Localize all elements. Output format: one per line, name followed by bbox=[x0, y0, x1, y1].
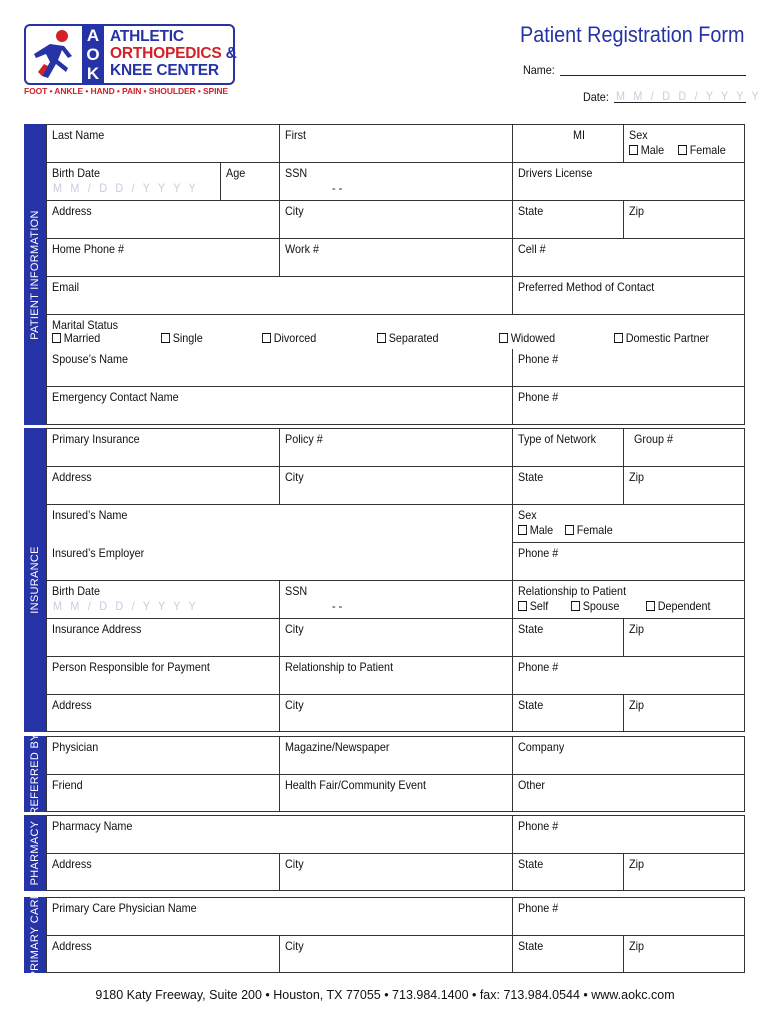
relationship-self-checkbox[interactable]: Self bbox=[518, 599, 548, 613]
city-field[interactable]: City bbox=[280, 201, 513, 239]
footer-contact-info: 9180 Katy Freeway, Suite 200 • Houston, TX 77055 • 713.984.1400 • fax: 713.984.0544 • www.aokc.com bbox=[95, 988, 675, 1002]
section-patient-information: PATIENT INFORMATION bbox=[24, 124, 46, 425]
name-input-line[interactable] bbox=[560, 75, 746, 76]
pharmacy-city-field[interactable]: City bbox=[280, 854, 513, 890]
insured-sex-field: Sex Male Female bbox=[513, 505, 744, 543]
mi-field[interactable]: MI bbox=[513, 125, 624, 163]
birth-date-placeholder: M M / D D / Y Y Y Y bbox=[53, 181, 199, 195]
date-placeholder: M M / D D / Y Y Y Y bbox=[616, 89, 762, 103]
ssn-separators: - - bbox=[332, 181, 343, 195]
referred-other-field[interactable]: Other bbox=[518, 778, 546, 792]
marital-status-field: Marital Status Married Single Divorced Separated Widowed Domestic Partner bbox=[52, 318, 710, 345]
pharmacy-zip-field[interactable]: Zip bbox=[629, 857, 645, 871]
person-responsible-field[interactable]: Person Responsible for Payment bbox=[47, 657, 280, 695]
policy-field[interactable]: Policy # bbox=[280, 429, 513, 467]
section-referred-by: REFERRED BY bbox=[24, 736, 46, 812]
insurance-company-address-field[interactable]: Insurance Address bbox=[47, 619, 280, 657]
sex-field: Sex Male Female bbox=[624, 125, 744, 163]
insured-employer-phone-field[interactable]: Phone # bbox=[513, 543, 744, 581]
group-field[interactable]: Group # bbox=[624, 429, 744, 467]
referred-magazine-field[interactable]: Magazine/Newspaper bbox=[280, 737, 513, 775]
pharmacy-state-field[interactable]: State bbox=[513, 854, 624, 890]
insured-name-field[interactable]: Insured’s Name bbox=[47, 505, 513, 543]
insurance-company-city-field[interactable]: City bbox=[280, 619, 513, 657]
age-field[interactable]: Age bbox=[221, 163, 280, 201]
insurance-grid bbox=[46, 428, 745, 732]
responsible-state-field[interactable]: State bbox=[513, 695, 624, 731]
married-checkbox[interactable]: Married bbox=[52, 331, 100, 345]
pharmacy-grid bbox=[46, 815, 745, 891]
sex-female-checkbox[interactable]: Female bbox=[678, 143, 726, 157]
spouse-name-field[interactable]: Spouse’s Name bbox=[47, 349, 513, 387]
insurance-company-state-field[interactable]: State bbox=[513, 619, 624, 657]
relationship-spouse-checkbox[interactable]: Spouse bbox=[571, 599, 619, 613]
home-phone-field[interactable]: Home Phone # bbox=[47, 239, 280, 277]
primary-care-city-field[interactable]: City bbox=[280, 936, 513, 972]
email-field[interactable]: Email bbox=[47, 277, 513, 315]
sex-male-checkbox[interactable]: Male bbox=[629, 143, 664, 157]
drivers-license-field[interactable]: Drivers License bbox=[513, 163, 744, 201]
logo-wordmark: ATHLETIC ORTHOPEDICS & KNEE CENTER bbox=[110, 28, 237, 79]
insurance-state-field[interactable]: State bbox=[513, 467, 624, 505]
widowed-checkbox[interactable]: Widowed bbox=[499, 331, 555, 345]
insurance-city-field[interactable]: City bbox=[280, 467, 513, 505]
page-title: Patient Registration Form bbox=[520, 22, 745, 47]
runner-logo-icon bbox=[28, 28, 80, 82]
primary-care-physician-field[interactable]: Primary Care Physician Name bbox=[47, 898, 513, 936]
responsible-phone-field[interactable]: Phone # bbox=[513, 657, 744, 695]
relationship-to-patient-field: Relationship to Patient Self Spouse Dependent bbox=[513, 581, 744, 619]
single-checkbox[interactable]: Single bbox=[161, 331, 203, 345]
referred-company-field[interactable]: Company bbox=[513, 737, 744, 775]
primary-care-phone-field[interactable]: Phone # bbox=[513, 898, 744, 936]
state-field[interactable]: State bbox=[513, 201, 624, 239]
responsible-address-field[interactable]: Address bbox=[47, 695, 280, 731]
primary-care-zip-field[interactable]: Zip bbox=[629, 939, 645, 953]
insured-birth-date-placeholder: M M / D D / Y Y Y Y bbox=[53, 599, 199, 613]
separated-checkbox[interactable]: Separated bbox=[377, 331, 439, 345]
insured-ssn-field[interactable]: SSN - - bbox=[280, 581, 513, 619]
referred-health-fair-field[interactable]: Health Fair/Community Event bbox=[280, 775, 513, 811]
logo-tagline: FOOT • ANKLE • HAND • PAIN • SHOULDER • SPINE bbox=[24, 86, 228, 96]
responsible-city-field[interactable]: City bbox=[280, 695, 513, 731]
insurance-company-zip-field[interactable]: Zip bbox=[624, 619, 744, 657]
responsible-zip-field[interactable]: Zip bbox=[629, 698, 645, 712]
ssn-field[interactable]: SSN - - bbox=[280, 163, 513, 201]
primary-care-address-field[interactable]: Address bbox=[47, 936, 280, 972]
logo-aok-block: A O K bbox=[82, 26, 104, 83]
primary-care-state-field[interactable]: State bbox=[513, 936, 624, 972]
date-label: Date: bbox=[583, 90, 609, 104]
pharmacy-name-field[interactable]: Pharmacy Name bbox=[47, 816, 513, 854]
insurance-zip-field[interactable]: Zip bbox=[624, 467, 744, 505]
name-label: Name: bbox=[523, 63, 555, 77]
last-name-field[interactable]: Last Name bbox=[47, 125, 280, 163]
address-field[interactable]: Address bbox=[47, 201, 280, 239]
insured-birth-date-field[interactable]: Birth Date M M / D D / Y Y Y Y bbox=[47, 581, 280, 619]
referred-by-grid bbox=[46, 736, 745, 812]
emergency-contact-field[interactable]: Emergency Contact Name bbox=[47, 387, 513, 424]
patient-information-grid bbox=[46, 124, 745, 425]
spouse-phone-field[interactable]: Phone # bbox=[513, 349, 744, 387]
domestic-partner-checkbox[interactable]: Domestic Partner bbox=[614, 331, 709, 345]
zip-field[interactable]: Zip bbox=[624, 201, 744, 239]
insured-male-checkbox[interactable]: Male bbox=[518, 523, 553, 537]
emergency-phone-field[interactable]: Phone # bbox=[518, 390, 559, 404]
insurance-address-line-field[interactable]: Address bbox=[47, 467, 280, 505]
insured-ssn-separators: - - bbox=[332, 599, 343, 613]
insured-female-checkbox[interactable]: Female bbox=[565, 523, 613, 537]
type-of-network-field[interactable]: Type of Network bbox=[513, 429, 624, 467]
pharmacy-phone-field[interactable]: Phone # bbox=[513, 816, 744, 854]
primary-insurance-field[interactable]: Primary Insurance bbox=[47, 429, 280, 467]
work-phone-field[interactable]: Work # bbox=[280, 239, 513, 277]
preferred-contact-field[interactable]: Preferred Method of Contact bbox=[513, 277, 744, 315]
divorced-checkbox[interactable]: Divorced bbox=[262, 331, 316, 345]
referred-physician-field[interactable]: Physician bbox=[47, 737, 280, 775]
pharmacy-address-field[interactable]: Address bbox=[47, 854, 280, 890]
insured-employer-field[interactable]: Insured’s Employer bbox=[47, 543, 513, 581]
cell-phone-field[interactable]: Cell # bbox=[513, 239, 744, 277]
responsible-relationship-field[interactable]: Relationship to Patient bbox=[280, 657, 513, 695]
section-primary-care: PRIMARY CARE bbox=[24, 897, 46, 973]
birth-date-field[interactable]: Birth Date M M / D D / Y Y Y Y bbox=[47, 163, 221, 201]
section-pharmacy: PHARMACY bbox=[24, 815, 46, 891]
relationship-dependent-checkbox[interactable]: Dependent bbox=[646, 599, 711, 613]
first-name-field[interactable]: First bbox=[280, 125, 513, 163]
section-insurance: INSURANCE bbox=[24, 428, 46, 732]
primary-care-grid bbox=[46, 897, 745, 973]
referred-friend-field[interactable]: Friend bbox=[47, 775, 280, 811]
